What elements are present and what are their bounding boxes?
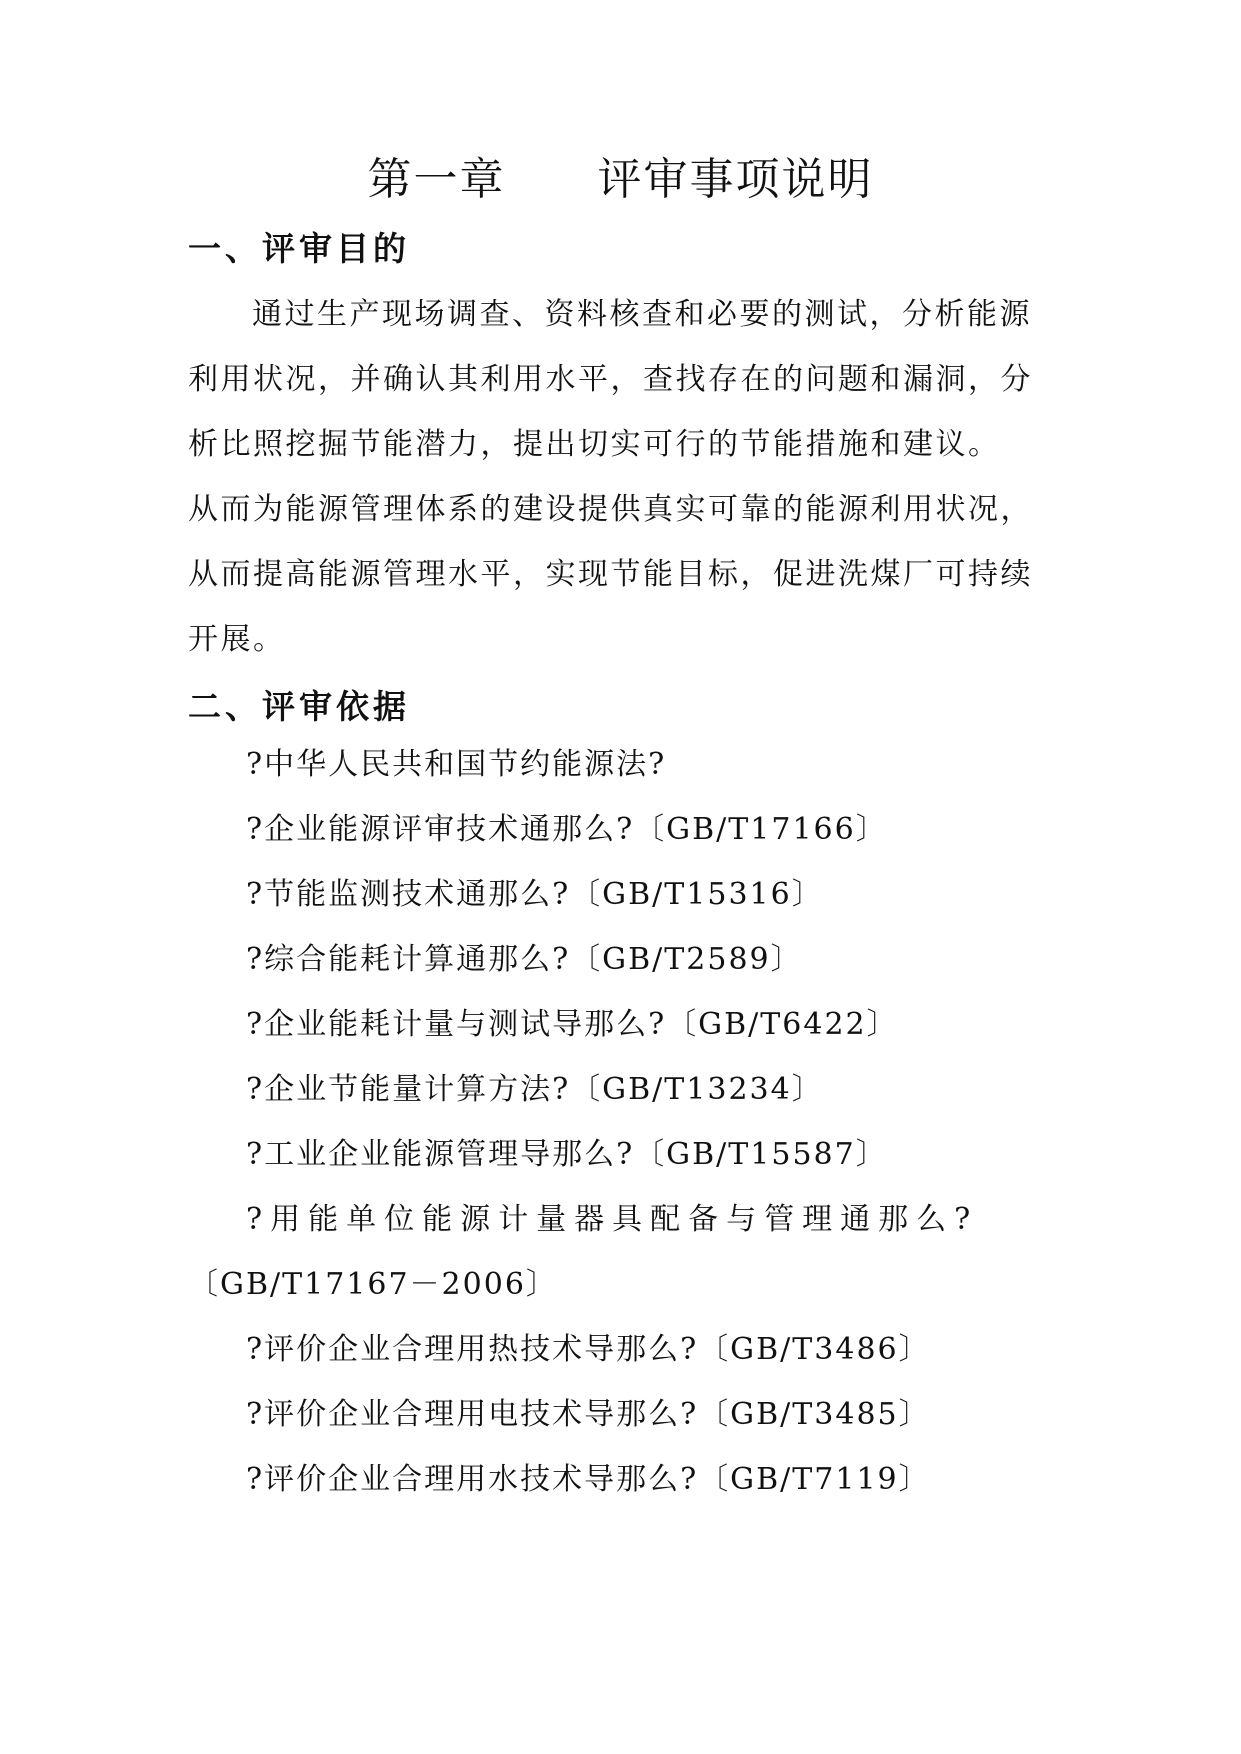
basis-item-9: ?评价企业合理用热技术导那么?〔GB/T3486〕	[246, 1332, 931, 1367]
basis-item-8-continuation: 〔GB/T17167－2006〕	[188, 1267, 558, 1302]
purpose-line-3: 析比照挖掘节能潜力，提出切实可行的节能措施和建议。	[188, 427, 1001, 462]
basis-item-1: ?中华人民共和国节约能源法?	[246, 747, 667, 782]
purpose-line-2: 利用状况，并确认其利用水平，查找存在的问题和漏洞，分	[188, 362, 1033, 397]
chapter-title: 第一章 评审事项说明	[367, 154, 874, 205]
purpose-line-1: 通过生产现场调查、资料核查和必要的测试，分析能源	[252, 297, 1032, 332]
basis-item-3: ?节能监测技术通那么?〔GB/T15316〕	[246, 877, 824, 912]
basis-item-10: ?评价企业合理用电技术导那么?〔GB/T3485〕	[246, 1397, 931, 1432]
purpose-line-5: 从而提高能源管理水平，实现节能目标，促进洗煤厂可持续	[188, 557, 1033, 592]
basis-item-7: ?工业企业能源管理导那么?〔GB/T15587〕	[246, 1137, 888, 1172]
basis-item-6: ?企业节能量计算方法?〔GB/T13234〕	[246, 1072, 824, 1107]
purpose-line-4: 从而为能源管理体系的建设提供真实可靠的能源利用状况，	[188, 492, 1033, 527]
basis-item-4: ?综合能耗计算通那么?〔GB/T2589〕	[246, 942, 803, 977]
basis-item-8: ?用能单位能源计量器具配备与管理通那么?	[246, 1202, 979, 1237]
basis-item-5: ?企业能耗计量与测试导那么?〔GB/T6422〕	[246, 1007, 899, 1042]
section-heading-basis: 二、评审依据	[188, 687, 410, 726]
basis-item-2: ?企业能源评审技术通那么?〔GB/T17166〕	[246, 812, 888, 847]
section-heading-purpose: 一、评审目的	[188, 229, 410, 268]
purpose-line-6: 开展。	[188, 622, 286, 657]
basis-item-11: ?评价企业合理用水技术导那么?〔GB/T7119〕	[246, 1462, 931, 1497]
